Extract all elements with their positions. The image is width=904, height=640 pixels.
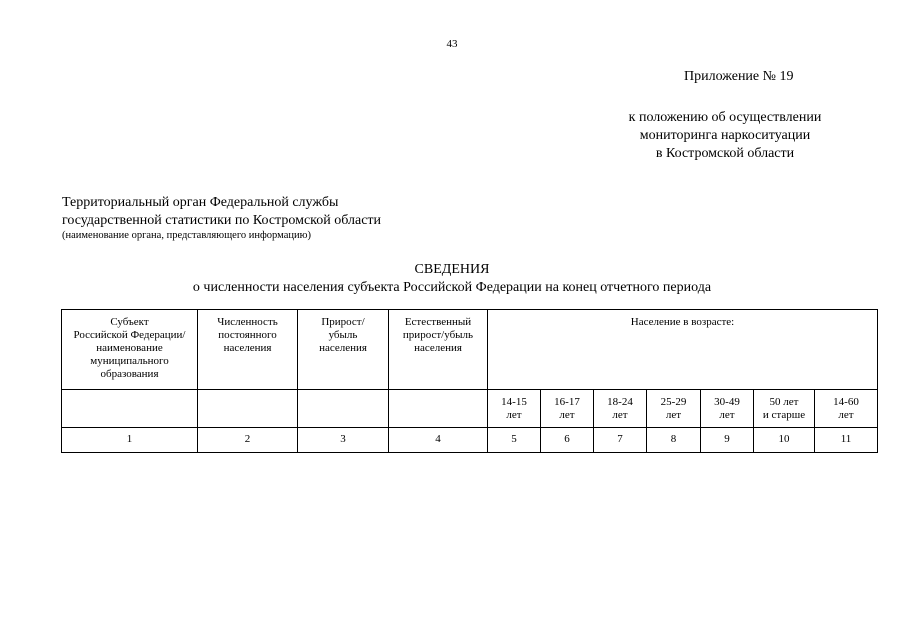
column-number: 2 — [198, 428, 298, 453]
age-group-25-29: 25-29 лет — [647, 390, 701, 428]
empty-cell — [298, 390, 389, 428]
column-number: 6 — [541, 428, 594, 453]
report-title: СВЕДЕНИЯ — [414, 262, 490, 277]
report-heading — [0, 261, 904, 297]
column-number: 8 — [647, 428, 701, 453]
organization-name — [62, 194, 381, 230]
organization-note: (наименование органа, представляющего информацию) — [62, 230, 311, 241]
header-age-groups: Население в возрасте: — [488, 310, 878, 390]
column-number: 4 — [389, 428, 488, 453]
header-permanent-population: Численность постоянного населения — [198, 310, 298, 390]
appendix-title: Приложение № 19 — [684, 69, 794, 84]
page-number: 43 — [446, 38, 458, 50]
organization-line-2: государственной статистики по Костромской области — [62, 213, 382, 228]
age-group-30-49: 30-49 лет — [701, 390, 754, 428]
empty-cell — [389, 390, 488, 428]
age-group-14-60: 14-60 лет — [815, 390, 878, 428]
header-growth-decline: Прирост/ убыль населения — [298, 310, 389, 390]
reference-line-2: мониторинга наркоситуации — [639, 128, 811, 143]
column-number: 10 — [754, 428, 815, 453]
column-number: 9 — [701, 428, 754, 453]
report-subtitle: о численности населения субъекта Российской Федерации на конец отчетного периода — [192, 280, 712, 295]
column-number: 11 — [815, 428, 878, 453]
empty-cell — [198, 390, 298, 428]
column-number: 5 — [488, 428, 541, 453]
header-subject: Субъект Российской Федерации/ наименование муниципального образования — [62, 310, 198, 390]
column-number: 1 — [62, 428, 198, 453]
header-natural-growth: Естественный прирост/убыль населения — [389, 310, 488, 390]
empty-cell — [62, 390, 198, 428]
age-group-16-17: 16-17 лет — [541, 390, 594, 428]
organization-line-1: Территориальный орган Федеральной службы — [62, 195, 339, 210]
reference-line-3: в Костромской области — [655, 146, 795, 161]
reference-line-1: к положению об осуществлении — [628, 110, 822, 125]
age-group-18-24: 18-24 лет — [594, 390, 647, 428]
column-number: 7 — [594, 428, 647, 453]
population-table — [61, 309, 878, 453]
column-number: 3 — [298, 428, 389, 453]
age-group-14-15: 14-15 лет — [488, 390, 541, 428]
age-group-50-plus: 50 лет и старше — [754, 390, 815, 428]
appendix-reference — [600, 109, 850, 163]
